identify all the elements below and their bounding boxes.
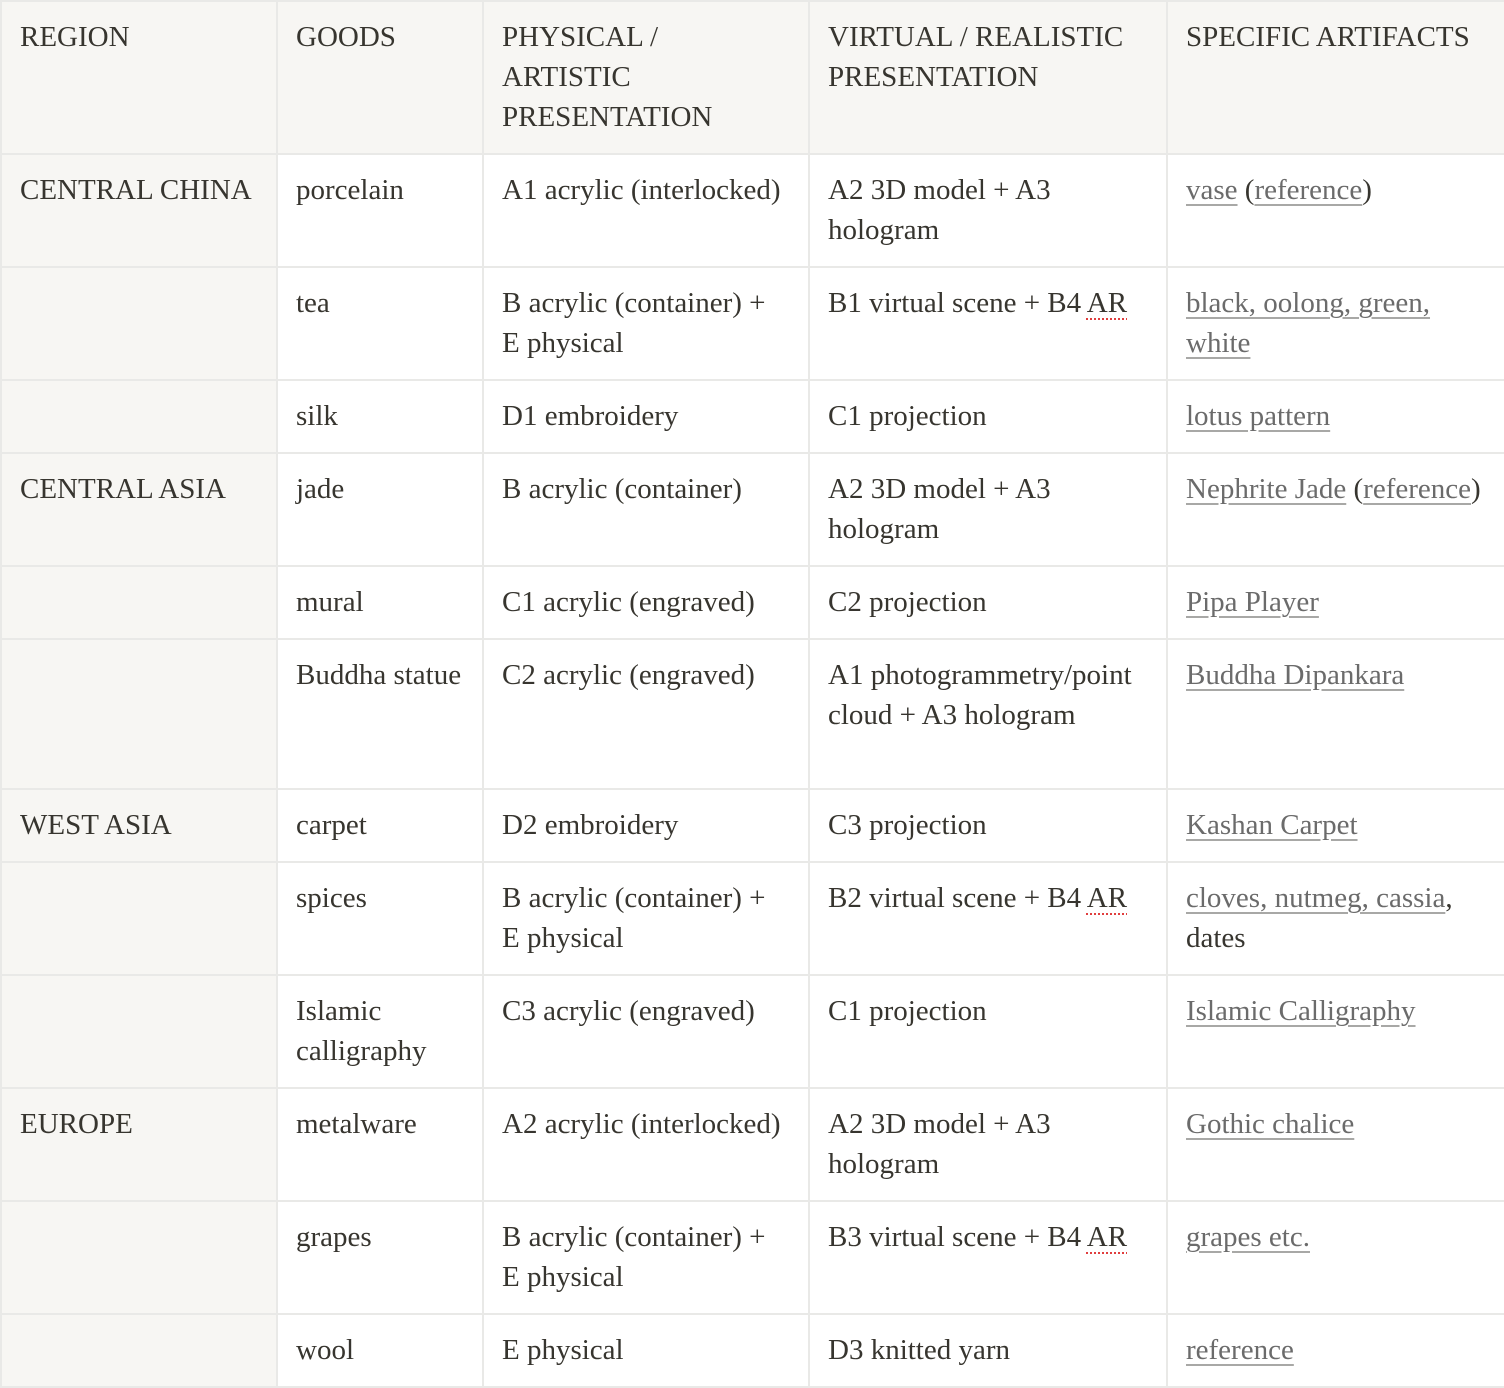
table-row [1,566,1504,639]
virtual-cell: A1 photogrammetry/point cloud + A3 hologram [809,639,1167,789]
goods-cell: silk [277,380,483,453]
artifact-link[interactable]: black, oolong, green, white [1186,287,1431,359]
physical-cell: C1 acrylic (engraved) [483,566,809,639]
artifact-text: ( [1346,473,1364,505]
goods-cell: Buddha statue [277,639,483,789]
artifacts-cell [1167,789,1504,862]
virtual-cell [809,267,1167,380]
goods-cell: carpet [277,789,483,862]
virtual-text: B3 virtual scene + B4 [828,1221,1087,1253]
table-row [1,267,1504,380]
region-cell [1,1314,277,1387]
artifact-text: ) [1362,174,1372,206]
artifact-link[interactable]: cloves, nutmeg, cassia [1186,882,1446,914]
region-cell: CENTRAL ASIA [1,453,277,566]
region-cell [1,380,277,453]
table-row [1,1088,1504,1201]
virtual-text-flagged: AR [1086,287,1128,319]
artifact-text: , dates [1186,882,1453,954]
header-region: REGION [1,1,277,154]
virtual-text-flagged: AR [1086,882,1128,914]
table-row [1,154,1504,267]
table-row [1,975,1504,1088]
region-cell: EUROPE [1,1088,277,1201]
goods-cell: wool [277,1314,483,1387]
virtual-cell: A2 3D model + A3 hologram [809,154,1167,267]
artifacts-cell [1167,154,1504,267]
goods-cell: porcelain [277,154,483,267]
table-row [1,789,1504,862]
artifact-link[interactable]: Nephrite Jade [1186,473,1347,505]
region-cell [1,1201,277,1314]
artifact-link[interactable]: reference [1254,174,1363,206]
physical-cell: B acrylic (container) + E physical [483,862,809,975]
artifact-link[interactable]: vase [1186,174,1238,206]
physical-cell: D2 embroidery [483,789,809,862]
goods-cell: spices [277,862,483,975]
header-goods: GOODS [277,1,483,154]
goods-cell: grapes [277,1201,483,1314]
artifact-link[interactable]: Gothic chalice [1186,1108,1355,1140]
goods-cell: mural [277,566,483,639]
goods-cell: tea [277,267,483,380]
artifact-link[interactable]: reference [1186,1334,1294,1366]
physical-cell: A1 acrylic (interlocked) [483,154,809,267]
artifacts-cell [1167,453,1504,566]
region-cell [1,975,277,1088]
virtual-cell: A2 3D model + A3 hologram [809,453,1167,566]
virtual-cell: C1 projection [809,380,1167,453]
artifact-link[interactable]: Pipa Player [1186,586,1319,618]
artifact-link[interactable]: reference [1363,473,1472,505]
physical-cell: E physical [483,1314,809,1387]
artifacts-cell [1167,975,1504,1088]
physical-cell: B acrylic (container) [483,453,809,566]
artifact-link[interactable]: lotus pattern [1186,400,1331,432]
physical-cell: C2 acrylic (engraved) [483,639,809,789]
table-row [1,453,1504,566]
artifacts-cell [1167,566,1504,639]
virtual-cell [809,862,1167,975]
physical-cell: B acrylic (container) + E physical [483,267,809,380]
artifact-link[interactable]: grapes etc. [1186,1221,1310,1253]
physical-cell: A2 acrylic (interlocked) [483,1088,809,1201]
virtual-text-flagged: AR [1086,1221,1128,1253]
virtual-cell [809,1201,1167,1314]
region-cell: WEST ASIA [1,789,277,862]
artifacts-cell [1167,380,1504,453]
artifact-link[interactable]: Buddha Dipankara [1186,659,1405,691]
artifact-link[interactable]: Islamic Calligraphy [1186,995,1416,1027]
artifacts-cell [1167,267,1504,380]
region-cell [1,862,277,975]
table-row [1,1201,1504,1314]
artifact-link[interactable]: Kashan Carpet [1186,809,1358,841]
region-cell [1,267,277,380]
artifact-text: ) [1471,473,1481,505]
virtual-cell: C2 projection [809,566,1167,639]
region-cell: CENTRAL CHINA [1,154,277,267]
artifacts-cell [1167,1201,1504,1314]
virtual-cell: C3 projection [809,789,1167,862]
header-artifacts: SPECIFIC ARTIFACTS [1167,1,1504,154]
artifacts-cell [1167,1088,1504,1201]
virtual-cell: D3 knitted yarn [809,1314,1167,1387]
table-row [1,1314,1504,1387]
physical-cell: B acrylic (container) + E physical [483,1201,809,1314]
table-row [1,380,1504,453]
region-cell [1,639,277,789]
goods-cell: Islamic calligraphy [277,975,483,1088]
virtual-text: B1 virtual scene + B4 [828,287,1087,319]
artifacts-cell [1167,862,1504,975]
artifact-text: ( [1237,174,1255,206]
virtual-cell: C1 projection [809,975,1167,1088]
artifacts-cell [1167,1314,1504,1387]
artifacts-cell [1167,639,1504,789]
region-cell [1,566,277,639]
physical-cell: D1 embroidery [483,380,809,453]
table-row [1,862,1504,975]
goods-cell: jade [277,453,483,566]
header-row [1,1,1504,154]
header-physical: PHYSICAL / ARTISTIC PRESENTATION [483,1,809,154]
table-row [1,639,1504,789]
physical-cell: C3 acrylic (engraved) [483,975,809,1088]
virtual-text: B2 virtual scene + B4 [828,882,1087,914]
virtual-cell: A2 3D model + A3 hologram [809,1088,1167,1201]
header-virtual: VIRTUAL / REALISTIC PRESENTATION [809,1,1167,154]
goods-cell: metalware [277,1088,483,1201]
